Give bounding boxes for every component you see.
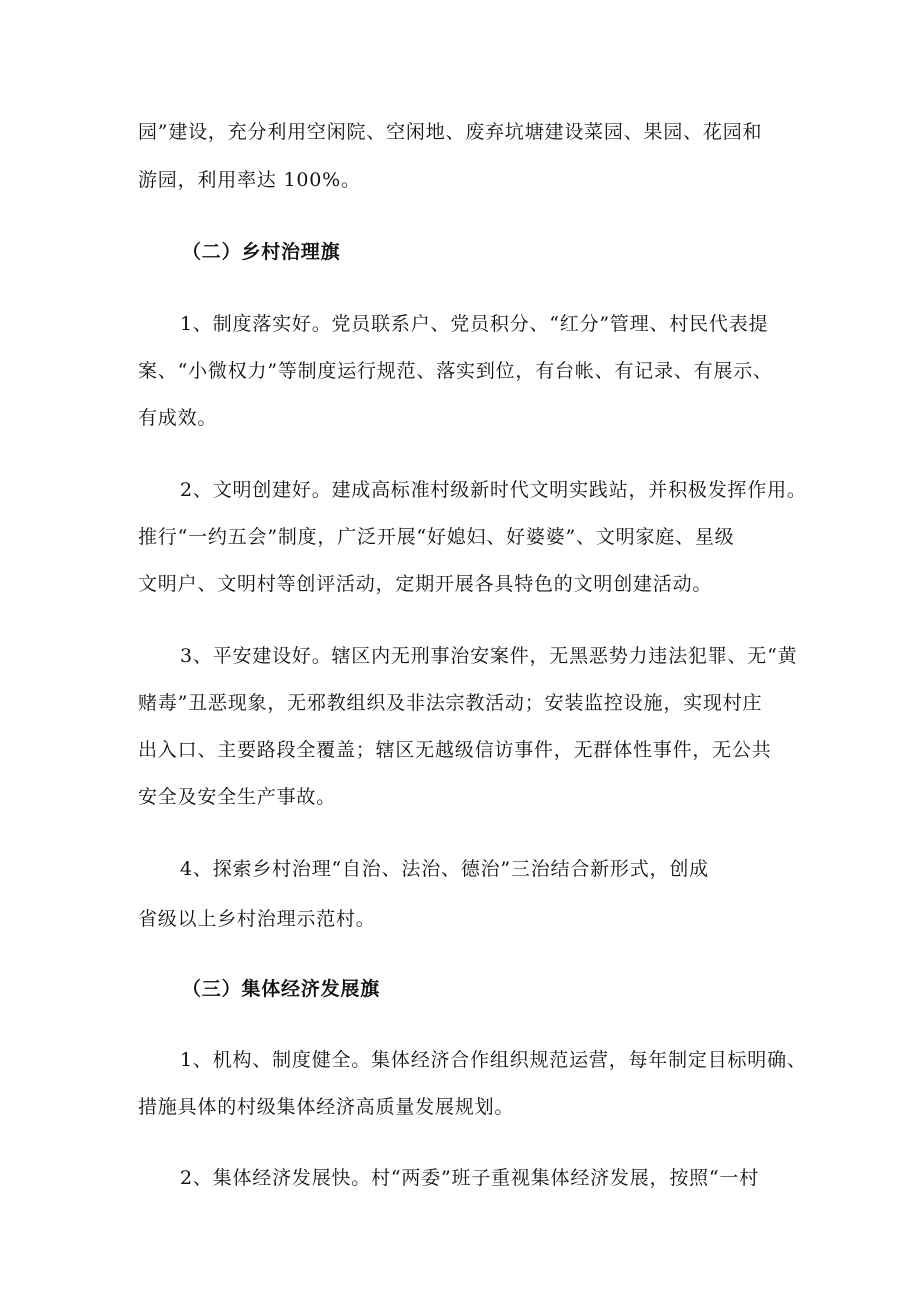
- item-3-line-1: 3、平安建设好。辖区内无刑事治安案件，无黑恶势力违法犯罪、无“黄: [180, 645, 798, 667]
- intro-line-2: 游园，利用率达 100%。: [138, 169, 361, 191]
- econ-item-2-line-1: 2、集体经济发展快。村“两委”班子重视集体经济发展，按照“一村: [180, 1167, 760, 1189]
- item-3-line-4: 安全及安全生产事故。: [138, 786, 337, 808]
- item-4-line-2: 省级以上乡村治理示范村。: [138, 908, 376, 930]
- econ-item-1-line-2: 措施具体的村级集体经济高质量发展规划。: [138, 1096, 515, 1118]
- item-3-line-3: 出入口、主要路段全覆盖；辖区无越级信访事件，无群体性事件，无公共: [138, 739, 772, 761]
- item-1-line-1: 1、制度落实好。党员联系户、党员积分、“红分”管理、村民代表提: [180, 313, 769, 335]
- section-heading-rural-governance: （二）乡村治理旗: [182, 241, 341, 263]
- item-2-line-1: 2、文明创建好。建成高标准村级新时代文明实践站，并积极发挥作用。: [180, 479, 807, 501]
- item-4-line-1: 4、探索乡村治理“自治、法治、德治”三治结合新形式，创成: [180, 858, 709, 880]
- item-1-line-2: 案、“小微权力”等制度运行规范、落实到位，有台帐、有记录、有展示、: [138, 360, 773, 382]
- intro-line-1: 园”建设，充分利用空闲院、空闲地、废弃坑塘建设菜园、果园、花园和: [138, 121, 763, 143]
- econ-item-1-line-1: 1、机构、制度健全。集体经济合作组织规范运营，每年制定目标明确、: [180, 1049, 807, 1071]
- section-heading-collective-economy: （三）集体经济发展旗: [182, 978, 381, 1000]
- item-2-line-3: 文明户、文明村等创评活动，定期开展各具特色的文明创建活动。: [138, 573, 713, 595]
- item-3-line-2: 赌毒”丑恶现象，无邪教组织及非法宗教活动；安装监控设施，实现村庄: [138, 692, 763, 714]
- item-2-line-2: 推行“一约五会”制度，广泛开展“好媳妇、好婆婆”、文明家庭、星级: [138, 526, 735, 548]
- item-1-line-3: 有成效。: [138, 407, 218, 429]
